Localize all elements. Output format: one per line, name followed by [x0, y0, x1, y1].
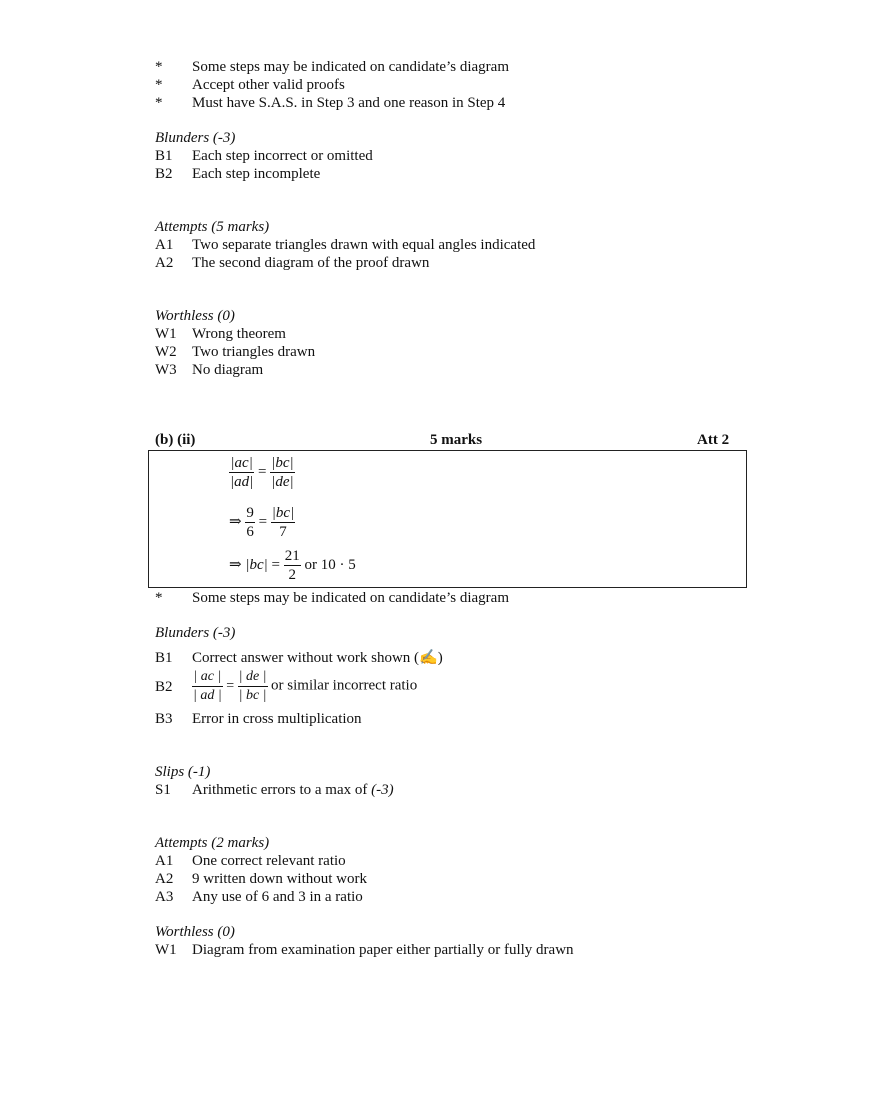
part-label: (b) (ii)	[155, 432, 196, 448]
fraction: $\frac{| de |}{| bc |}$	[238, 669, 267, 703]
worthless-code: W3	[155, 362, 177, 378]
worthless-text: Two triangles drawn	[192, 344, 316, 360]
note-marker: *	[155, 590, 163, 606]
fraction: $\frac{21}{2}$	[284, 548, 300, 583]
pen-icon: ✍	[419, 650, 438, 666]
worthless-code: W1	[155, 942, 177, 958]
note-marker: *	[155, 95, 163, 111]
blunders-heading: Blunders (-3)	[155, 130, 236, 146]
worthless-heading: Worthless (0)	[155, 924, 235, 940]
worthless-text: Wrong theorem	[192, 326, 286, 342]
slips-heading: Slips (-1)	[155, 764, 211, 780]
attempt-code: A1	[155, 237, 174, 253]
fraction: $\frac{|bc|}{|de|}$	[271, 455, 294, 490]
blunder-code: B2	[155, 679, 173, 695]
note-text: Must have S.A.S. in Step 3 and one reason in Step 4	[192, 95, 506, 111]
note-marker: *	[155, 77, 163, 93]
attempt-code: A2	[155, 255, 174, 271]
ratio-expression: $\frac{| ac |}{| ad |}$ = $\frac{| de |}{| bc |}$ or similar incorrect ratio	[193, 669, 418, 703]
fraction: $\frac{| ac |}{| ad |}$	[193, 669, 222, 703]
blunder-text: or similar incorrect ratio	[271, 677, 418, 694]
attempt-text: One correct relevant ratio	[192, 853, 346, 869]
note-text: Some steps may be indicated on candidate’s diagram	[192, 59, 509, 75]
worthless-text: No diagram	[192, 362, 264, 378]
fraction: $\frac{|ac|}{|ad|}$	[230, 455, 254, 490]
attempt-code: A3	[155, 889, 174, 905]
attempt-text: 9 written down without work	[192, 871, 367, 887]
worthless-heading: Worthless (0)	[155, 308, 235, 324]
attempt-text: The second diagram of the proof drawn	[192, 255, 430, 271]
worthless-code: W2	[155, 344, 177, 360]
fraction: $\frac{|bc|}{7}$	[271, 505, 295, 540]
blunder-text: Each step incomplete	[192, 166, 321, 182]
att-label: Att 2	[697, 432, 730, 448]
attempt-code: A2	[155, 871, 174, 887]
blunder-code: B1	[155, 650, 173, 666]
attempts-heading: Attempts (5 marks)	[155, 219, 270, 235]
equation-line-2: ⇒ $\frac{9}{6}$ = $\frac{|bc|}{7}$	[229, 505, 295, 540]
slip-text: Arithmetic errors to a max of (-3)	[192, 782, 394, 798]
attempt-text: Any use of 6 and 3 in a ratio	[192, 889, 363, 905]
blunder-text: Error in cross multiplication	[192, 711, 362, 727]
blunder-code: B2	[155, 166, 173, 182]
marks-label: 5 marks	[430, 432, 483, 448]
blunder-code: B1	[155, 148, 173, 164]
attempt-code: A1	[155, 853, 174, 869]
blunder-text: Each step incorrect or omitted	[192, 148, 373, 164]
solution-box	[148, 450, 747, 588]
slip-code: S1	[155, 782, 171, 798]
fraction: $\frac{9}{6}$	[246, 505, 254, 540]
blunder-text: Correct answer without work shown (✍)	[192, 650, 443, 666]
note-text: Some steps may be indicated on candidate’s diagram	[192, 590, 509, 606]
equation-line-3: ⇒ |bc| = $\frac{21}{2}$ or 10 · 5	[229, 548, 356, 583]
blunders-heading: Blunders (-3)	[155, 625, 236, 641]
note-marker: *	[155, 59, 163, 75]
worthless-text: Diagram from examination paper either partially or fully drawn	[192, 942, 574, 958]
note-text: Accept other valid proofs	[192, 77, 345, 93]
attempt-text: Two separate triangles drawn with equal angles indicated	[192, 237, 536, 253]
worthless-code: W1	[155, 326, 177, 342]
blunder-code: B3	[155, 711, 173, 727]
equation-line-1: $\frac{|ac|}{|ad|}$ = $\frac{|bc|}{|de|}$	[230, 455, 294, 490]
attempts-heading: Attempts (2 marks)	[155, 835, 270, 851]
